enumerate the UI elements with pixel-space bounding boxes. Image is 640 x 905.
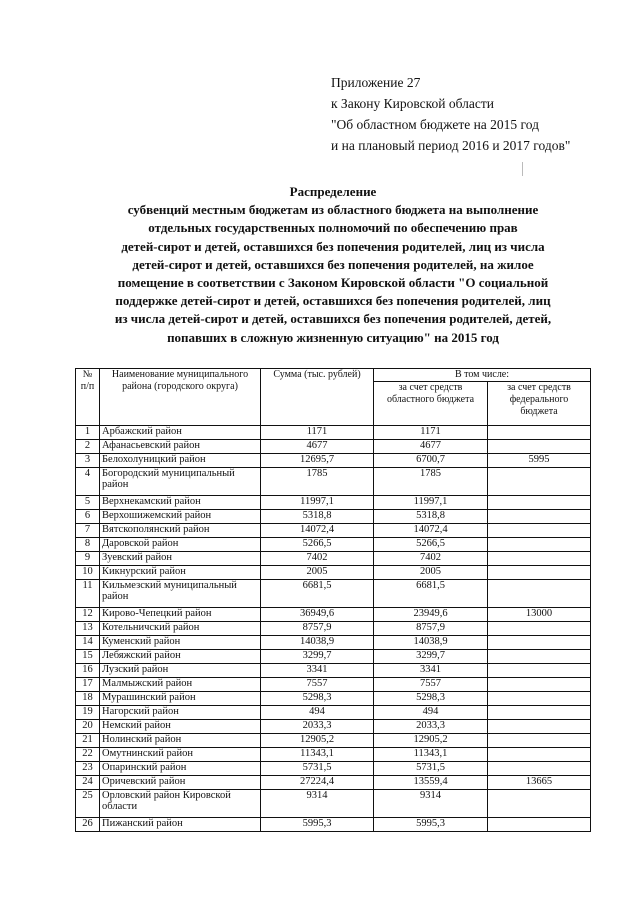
row-sum: 5298,3 [261, 692, 374, 706]
row-regional: 7557 [374, 678, 488, 692]
row-sum: 27224,4 [261, 776, 374, 790]
table-row [76, 664, 591, 678]
row-name: Орловский район Кировской области [100, 790, 261, 818]
heading-line-4: детей-сирот и детей, оставшихся без попечения родителей, лиц из числа [121, 238, 545, 254]
row-federal: 13665 [488, 776, 591, 790]
row-number: 21 [76, 734, 100, 748]
subvention-table [75, 368, 591, 832]
row-name: Кикнурский район [100, 566, 261, 580]
header-federal: за счет средств федерального бюджета [488, 382, 591, 426]
row-number: 2 [76, 440, 100, 454]
heading-line-1: Распределение [289, 184, 377, 199]
row-regional: 2033,3 [374, 720, 488, 734]
table-row [76, 790, 591, 818]
row-name: Малмыжский район [100, 678, 261, 692]
row-name: Арбажский район [100, 426, 261, 440]
row-sum: 5266,5 [261, 538, 374, 552]
row-federal [488, 636, 591, 650]
table-row [76, 524, 591, 538]
row-name: Мурашинский район [100, 692, 261, 706]
row-regional: 13559,4 [374, 776, 488, 790]
row-federal [488, 650, 591, 664]
row-regional: 14038,9 [374, 636, 488, 650]
row-federal: 5995 [488, 454, 591, 468]
row-regional: 6700,7 [374, 454, 488, 468]
row-number: 6 [76, 510, 100, 524]
table-row [76, 636, 591, 650]
row-federal [488, 790, 591, 818]
table-row [76, 678, 591, 692]
row-name: Омутнинский район [100, 748, 261, 762]
row-federal [488, 720, 591, 734]
header-name: Наименование муниципального района (городского округа) [100, 369, 261, 426]
row-number: 14 [76, 636, 100, 650]
row-sum: 14038,9 [261, 636, 374, 650]
row-number: 15 [76, 650, 100, 664]
row-number: 12 [76, 608, 100, 622]
row-name: Немский район [100, 720, 261, 734]
row-sum: 1785 [261, 468, 374, 496]
row-number: 7 [76, 524, 100, 538]
row-number: 25 [76, 790, 100, 818]
annex-line-1: Приложение 27 [331, 75, 421, 90]
row-regional: 8757,9 [374, 622, 488, 636]
row-federal [488, 566, 591, 580]
heading-line-7: поддержке детей-сирот и детей, оставшихся без попечения родителей, лиц [115, 293, 551, 309]
row-regional: 494 [374, 706, 488, 720]
table-row [76, 468, 591, 496]
scan-mark [522, 162, 523, 176]
row-regional: 11997,1 [374, 496, 488, 510]
row-regional: 12905,2 [374, 734, 488, 748]
row-federal [488, 524, 591, 538]
table-row [76, 552, 591, 566]
row-number: 23 [76, 762, 100, 776]
row-name: Вятскополянский район [100, 524, 261, 538]
row-regional: 2005 [374, 566, 488, 580]
row-number: 9 [76, 552, 100, 566]
row-federal [488, 762, 591, 776]
table-row [76, 720, 591, 734]
heading-line-2: субвенций местным бюджетам из областного бюджета на выполнение [127, 202, 539, 218]
document-heading [60, 183, 606, 347]
row-sum: 5318,8 [261, 510, 374, 524]
heading-line-8: из числа детей-сирот и детей, оставшихся без попечения родителей, детей, [114, 311, 552, 327]
row-number: 16 [76, 664, 100, 678]
row-regional: 3299,7 [374, 650, 488, 664]
row-name: Богородский муниципальный район [100, 468, 261, 496]
row-name: Лебяжский район [100, 650, 261, 664]
table-row [76, 622, 591, 636]
row-number: 3 [76, 454, 100, 468]
row-sum: 4677 [261, 440, 374, 454]
row-sum: 6681,5 [261, 580, 374, 608]
row-federal [488, 818, 591, 832]
row-number: 18 [76, 692, 100, 706]
row-number: 10 [76, 566, 100, 580]
row-regional: 1785 [374, 468, 488, 496]
row-sum: 2005 [261, 566, 374, 580]
row-name: Кильмезский муниципальный район [100, 580, 261, 608]
row-number: 19 [76, 706, 100, 720]
row-federal [488, 734, 591, 748]
row-name: Верхошижемский район [100, 510, 261, 524]
row-number: 11 [76, 580, 100, 608]
row-number: 22 [76, 748, 100, 762]
row-federal: 13000 [488, 608, 591, 622]
row-regional: 14072,4 [374, 524, 488, 538]
row-regional: 5995,3 [374, 818, 488, 832]
row-federal [488, 622, 591, 636]
heading-line-6: помещение в соответствии с Законом Кировской области "О социальной [117, 275, 549, 291]
row-number: 24 [76, 776, 100, 790]
heading-line-5: детей-сирот и детей, оставшихся без попечения родителей, на жилое [132, 256, 534, 272]
row-sum: 8757,9 [261, 622, 374, 636]
row-sum: 3341 [261, 664, 374, 678]
row-name: Кирово-Чепецкий район [100, 608, 261, 622]
header-num: № п/п [76, 369, 100, 426]
row-number: 5 [76, 496, 100, 510]
row-number: 26 [76, 818, 100, 832]
row-name: Пижанский район [100, 818, 261, 832]
row-sum: 9314 [261, 790, 374, 818]
row-name: Оричевский район [100, 776, 261, 790]
row-regional: 5318,8 [374, 510, 488, 524]
table-body [76, 426, 591, 832]
row-number: 20 [76, 720, 100, 734]
header-regional: за счет средств областного бюджета [374, 382, 488, 426]
row-federal [488, 468, 591, 496]
row-name: Верхнекамский район [100, 496, 261, 510]
row-sum: 12905,2 [261, 734, 374, 748]
annex-line-4: и на плановый период 2016 и 2017 годов" [331, 138, 571, 153]
row-federal [488, 426, 591, 440]
row-federal [488, 440, 591, 454]
row-name: Зуевский район [100, 552, 261, 566]
table-row [76, 818, 591, 832]
table-row [76, 580, 591, 608]
header-sum: Сумма (тыс. рублей) [261, 369, 374, 426]
row-sum: 14072,4 [261, 524, 374, 538]
table-row [76, 762, 591, 776]
row-name: Нагорский район [100, 706, 261, 720]
heading-line-3: отдельных государственных полномочий по обеспечению прав [148, 220, 518, 236]
row-number: 1 [76, 426, 100, 440]
row-federal [488, 664, 591, 678]
row-name: Опаринский район [100, 762, 261, 776]
table-row [76, 538, 591, 552]
row-name: Белохолуницкий район [100, 454, 261, 468]
row-regional: 11343,1 [374, 748, 488, 762]
row-name: Афанасьевский район [100, 440, 261, 454]
row-regional: 5731,5 [374, 762, 488, 776]
table-row [76, 692, 591, 706]
table-row [76, 748, 591, 762]
row-federal [488, 748, 591, 762]
row-sum: 2033,3 [261, 720, 374, 734]
row-number: 8 [76, 538, 100, 552]
row-federal [488, 510, 591, 524]
row-regional: 5266,5 [374, 538, 488, 552]
row-sum: 5731,5 [261, 762, 374, 776]
table-row [76, 510, 591, 524]
row-sum: 494 [261, 706, 374, 720]
annex-line-2: к Закону Кировской области [331, 96, 495, 111]
row-federal [488, 678, 591, 692]
row-regional: 6681,5 [374, 580, 488, 608]
row-sum: 3299,7 [261, 650, 374, 664]
table-row [76, 776, 591, 790]
row-regional: 5298,3 [374, 692, 488, 706]
row-sum: 11343,1 [261, 748, 374, 762]
row-name: Нолинский район [100, 734, 261, 748]
row-name: Куменский район [100, 636, 261, 650]
row-regional: 7402 [374, 552, 488, 566]
table-row [76, 566, 591, 580]
row-number: 13 [76, 622, 100, 636]
row-federal [488, 538, 591, 552]
row-regional: 9314 [374, 790, 488, 818]
table-row [76, 440, 591, 454]
row-federal [488, 552, 591, 566]
row-sum: 11997,1 [261, 496, 374, 510]
table-row [76, 608, 591, 622]
row-federal [488, 692, 591, 706]
annex-line-3: "Об областном бюджете на 2015 год [331, 117, 539, 132]
row-name: Котельничский район [100, 622, 261, 636]
row-sum: 7402 [261, 552, 374, 566]
table-row [76, 734, 591, 748]
row-sum: 1171 [261, 426, 374, 440]
row-regional: 4677 [374, 440, 488, 454]
heading-line-9: попавших в сложную жизненную ситуацию" на 2015 год [167, 329, 499, 345]
row-name: Даровской район [100, 538, 261, 552]
row-sum: 5995,3 [261, 818, 374, 832]
row-sum: 7557 [261, 678, 374, 692]
header-including: В том числе: [374, 369, 591, 382]
row-number: 4 [76, 468, 100, 496]
row-federal [488, 496, 591, 510]
row-regional: 23949,6 [374, 608, 488, 622]
row-federal [488, 580, 591, 608]
table-row [76, 426, 591, 440]
annex-block [331, 72, 570, 156]
row-name: Лузский район [100, 664, 261, 678]
table-row [76, 650, 591, 664]
table-row [76, 706, 591, 720]
row-regional: 3341 [374, 664, 488, 678]
row-number: 17 [76, 678, 100, 692]
table-row [76, 454, 591, 468]
row-sum: 36949,6 [261, 608, 374, 622]
row-sum: 12695,7 [261, 454, 374, 468]
table-row [76, 496, 591, 510]
row-regional: 1171 [374, 426, 488, 440]
row-federal [488, 706, 591, 720]
